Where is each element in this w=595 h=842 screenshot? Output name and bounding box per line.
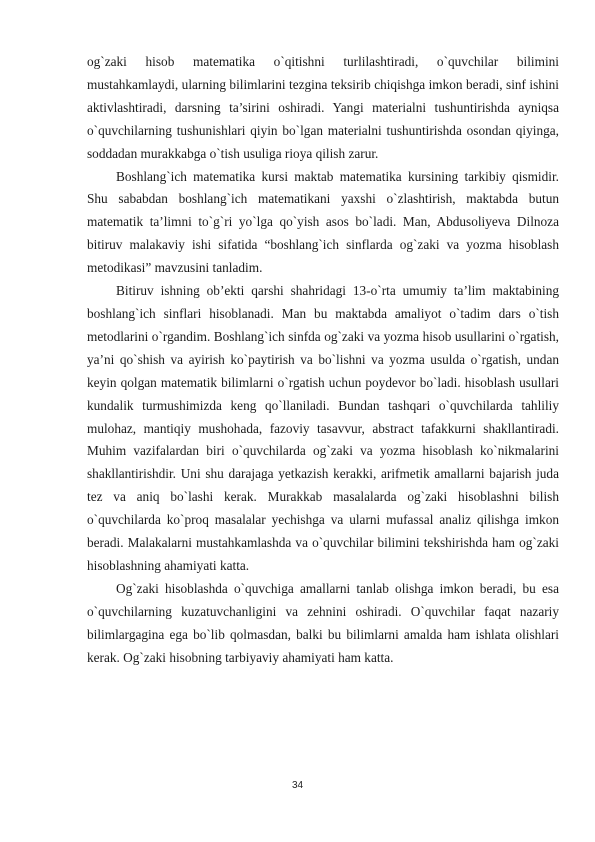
paragraph-thesis-object: Bitiruv ishning ob’ekti qarshi shahridagi 13-o`rta umumiy ta’lim maktabining boshlang`ich sinflari hisoblanadi. Man bu maktabda amaliyot o`tadim dars o`tish metodlarini o`rgandim. Boshlang`ich sinfda og`zaki va yozma hisob usullarini o`rgatish, ya’ni qo`shish va ayirish ko`paytirish va bo`lishni va yozma usulda o`rgatish, undan keyin qolgan matematik bilimlarni o`rgatish uchun poydevor bo`ladi. hisoblash usullari kundalik turmushimizda keng qo`llaniladi. Bundan tashqari o`quvchilarda tahliliy mulohaz, mantiqiy mushohada, fazoviy tasavvur, abstract tafakkurni shakllantiradi. Muhim vazifalardan biri o`quvchilarda og`zaki va yozma hisoblash ko`nikmalarini shakllantirishdir. Uni shu darajaga yetkazish kerakki, arifmetik amallarni bajarish juda tez va aniq bo`lashi kerak. Murakkab masalalarda og`zaki hisoblashni bilish o`quvchilarda ko`proq masalalar yechishga va ularni mufassal analiz qilishga imkon beradi. Malakalarni mustahkamlashda va o`quvchilar bilimini tekshirishda ham og`zaki hisoblashning ahamiyati katta. — [87, 283, 559, 573]
paragraph-primary-math-course: Boshlang`ich matematika kursi maktab matematika kursining tarkibiy qismidir. Shu sababdan boshlang`ich matematikani yaxshi o`zlashtirish, maktabda butun matematik ta’limni to`g`ri yo`lga qo`yish asos bo`ladi. Man, Abdusoliyeva Dilnoza bitiruv malakaviy ishi sifatida “boshlang`ich sinflarda og`zaki va yozma hisoblash metodikasi” mavzusini tanladim. — [87, 168, 559, 276]
paragraph-continuation: og`zaki hisob matematika o`qitishni turlilashtiradi, o`quvchilar bilimini mustahkamlaydi, ularning bilimlarini tezgina teksirib chiqishga imkon beradi, sinf ishini aktivlashtiradi, darsning ta’sirini oshiradi. Yangi materialni tushuntirishda ayniqsa o`quvchilarning tushunishlari qiyin bo`lgan materialni tushuntirishda osondan qiyinga, soddadan murakkabga o`tish usuliga rioya qilish zarur. — [87, 54, 559, 161]
document-body — [87, 51, 559, 669]
page-number: 34 — [291, 780, 304, 791]
paragraph-oral-calculation: Og`zaki hisoblashda o`quvchiga amallarni tanlab olishga imkon beradi, bu esa o`quvchilarning kuzatuvchanligini va zehnini oshiradi. O`quvchilar faqat nazariy bilimlargagina ega bo`lib qolmasdan, balki bu bilimlarni amalda ham ishlata olishlari kerak. Og`zaki hisobning tarbiyaviy ahamiyati ham katta. — [87, 580, 559, 665]
